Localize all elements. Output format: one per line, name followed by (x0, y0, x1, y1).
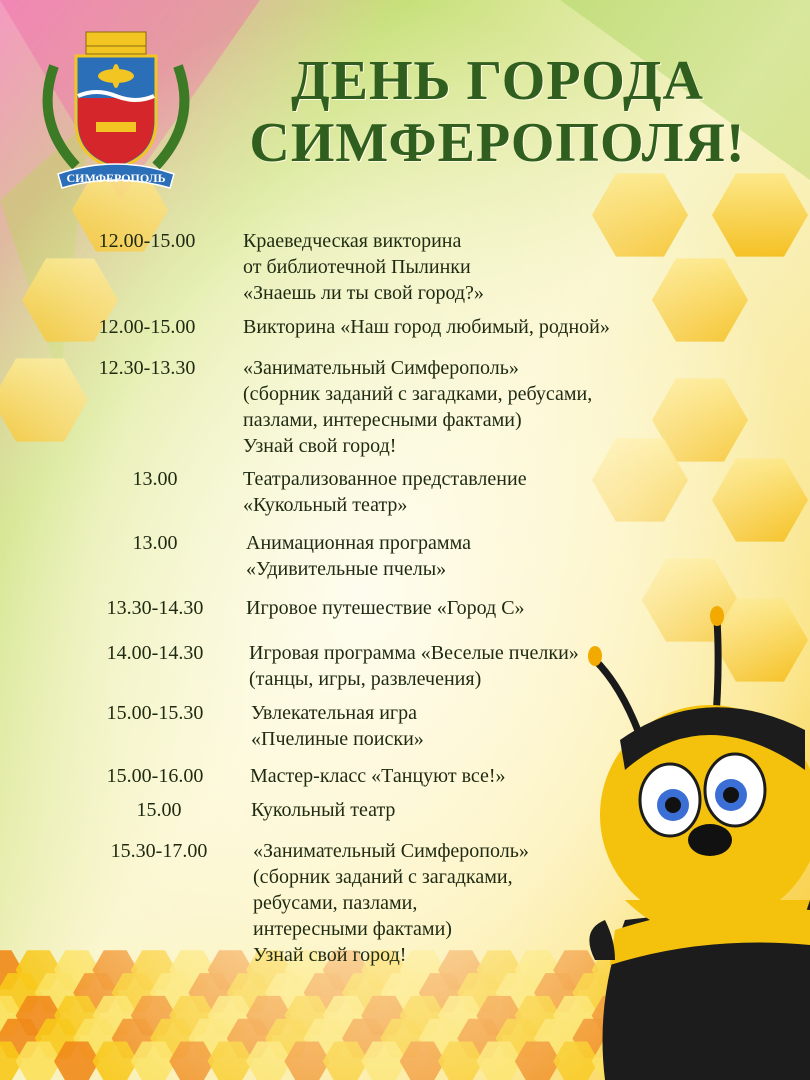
event-description-line: «Занимательный Симферополь» (243, 357, 519, 379)
event-description-line: Увлекательная игра (251, 702, 417, 724)
event-time: 12.30-13.30 (98, 357, 196, 379)
event-time: 13.30-14.30 (106, 597, 204, 619)
event-description-line: «Удивительные пчелы» (246, 558, 447, 580)
title-line-1: ДЕНЬ ГОРОДА (291, 50, 704, 112)
event-description-line: Анимационная программа (246, 532, 471, 554)
event-description-line: Кукольный театр (251, 799, 396, 821)
event-description-line: пазлами, интересными фактами) (243, 409, 522, 431)
event-time: 12.00-15.00 (98, 316, 196, 338)
event-time: 15.00-16.00 (106, 765, 204, 787)
event-description-line: Узнай свой город! (243, 435, 397, 457)
event-description (243, 314, 763, 340)
crest-ribbon-text: СИМФЕРОПОЛЬ (66, 171, 166, 185)
event-description-line: (сборник заданий с загадками, (253, 866, 513, 888)
event-time: 12.00-15.00 (98, 230, 196, 252)
event-description (243, 466, 763, 518)
event-description-line: от библиотечной Пылинки (243, 256, 471, 278)
event-description-line: (сборник заданий с загадками, ребусами, (243, 383, 593, 405)
poster-title (200, 50, 795, 174)
event-time: 14.00-14.30 (106, 642, 204, 664)
event-description-line: Краеведческая викторина (243, 230, 462, 252)
event-description-line: интересными фактами) (253, 918, 452, 940)
city-crest (36, 26, 196, 194)
event-description-line: ребусами, пазлами, (253, 892, 418, 914)
event-description-line: Викторина «Наш город любимый, родной» (243, 316, 610, 338)
title-line-2: СИМФЕРОПОЛЯ! (249, 112, 746, 174)
event-time: 15.00 (136, 799, 182, 821)
event-description (243, 355, 763, 459)
event-description-line: «Знаешь ли ты свой город?» (243, 282, 484, 304)
event-description-line: «Занимательный Симферополь» (253, 840, 529, 862)
bee-mascot (585, 600, 810, 1080)
event-description-line: Игровое путешествие «Город С» (246, 597, 525, 619)
event-description-line: Театрализованное представление (243, 468, 527, 490)
event-time: 13.00 (132, 468, 178, 490)
event-time: 15.00-15.30 (106, 702, 204, 724)
event-description-line: Узнай свой город! (253, 944, 407, 966)
event-description-line: «Кукольный театр» (243, 494, 408, 516)
event-description-line: Мастер-класс «Танцуют все!» (250, 765, 506, 787)
event-description (246, 530, 766, 582)
event-description-line: «Пчелиные поиски» (251, 728, 424, 750)
event-time: 13.00 (132, 532, 178, 554)
event-description (243, 228, 763, 306)
event-description-line: (танцы, игры, развлечения) (249, 668, 482, 690)
event-description-line: Игровая программа «Веселые пчелки» (249, 642, 579, 664)
event-time: 15.30-17.00 (110, 840, 208, 862)
